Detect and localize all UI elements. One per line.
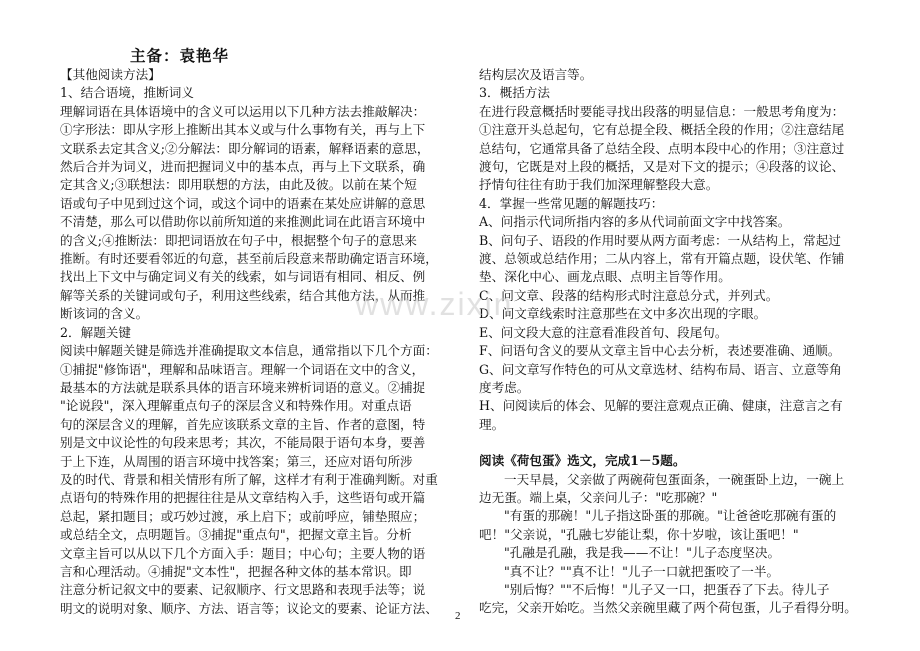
text-line: 注意分析记叙文中的要素、记叙顺序、行文思路和表现手法等；说 bbox=[60, 582, 426, 598]
page-number: 2 bbox=[455, 610, 461, 622]
text-line: 理。 bbox=[479, 416, 505, 432]
text-line: 度考虑。 bbox=[479, 379, 530, 395]
text-line: ①字形法：即从字形上推断出其本义或与什么事物有关，再与上下 bbox=[60, 122, 426, 138]
text-line: 文联系去定其含义;②分解法：即分解词的语素，解释语素的意思， bbox=[60, 140, 430, 156]
text-line: 抒情句往往有助于我们加深理解整段大意。 bbox=[479, 177, 719, 193]
text-line: 解等关系的关键词或句子，利用这些线索，结合其他方法，从而推 bbox=[60, 287, 426, 303]
text-line: "论说段"，深入理解重点句子的深层含义和特殊作用。对重点语 bbox=[60, 398, 412, 414]
text-line: 句的深层含义的理解，首先应该联系文章的主旨、作者的意图，特 bbox=[60, 416, 426, 432]
text-line: 2．解题关键 bbox=[60, 324, 131, 340]
story-line: 吧！"父亲说，"孔融七岁能让梨，你十岁啦，该让蛋吧！" bbox=[479, 526, 799, 542]
text-line: 渡句，它既是对上段的概括，又是对下文的提示；④段落的议论、 bbox=[479, 159, 845, 175]
story-line: "有蛋的那碗！"儿子指这卧蛋的那碗。"让爸爸吃那碗有蛋的 bbox=[504, 508, 837, 524]
reading-title: 阅读《荷包蛋》选文，完成1－5题。 bbox=[479, 453, 686, 469]
story-line: 吃完，父亲开始吃。当然父亲碗里藏了两个荷包蛋，儿子看得分明。 bbox=[479, 600, 857, 616]
text-line: 推断。有时还要看邻近的句意，甚至前后段意来帮助确定语言环境， bbox=[60, 251, 438, 267]
text-line: 阅读中解题关键是筛选并准确提取文本信息，通常指以下几个方面： bbox=[60, 343, 438, 359]
text-line: 总起，紧扣题目；或巧妙过渡，承上启下；或前呼应，铺垫照应； bbox=[60, 508, 426, 524]
story-line: "真不让？""真不让！"儿子一口就把蛋咬了一半。 bbox=[504, 563, 780, 579]
text-line: 垫、深化中心、画龙点眼、点明主旨等作用。 bbox=[479, 269, 731, 285]
story-line: 一天早晨，父亲做了两碗荷包蛋面条，一碗蛋卧上边，一碗上 bbox=[504, 471, 845, 487]
text-line: B、问句子、语段的作用时要从两方面考虑：一从结构上，常起过 bbox=[479, 232, 841, 248]
text-line: 明文的说明对象、顺序、方法、语言等；议论文的要素、论证方法、 bbox=[60, 600, 438, 616]
text-line: F、问语句含义的要从文章主旨中心去分析，表述要准确、通顺。 bbox=[479, 343, 841, 359]
text-line: 不清楚，那么可以借助你以前所知道的来推测此词在此语言环境中 bbox=[60, 214, 426, 230]
text-line: ①捕捉"修饰语"，理解和品味语言。理解一个词语在文中的含义， bbox=[60, 361, 425, 377]
text-line: 文章主旨可以从以下几个方面入手：题目；中心句；主要人物的语 bbox=[60, 545, 426, 561]
text-line: A、问指示代词所指内容的多从代词前面文字中找答案。 bbox=[479, 214, 791, 230]
story-line: "别后悔？""不后悔！"儿子又一口，把蛋吞了下去。待儿子 bbox=[504, 581, 830, 597]
text-line: C、问文章、段落的结构形式时注意总分式，并列式。 bbox=[479, 287, 779, 303]
text-line: 点语句的特殊作用的把握往往是从文章结构入手，这些语句或开篇 bbox=[60, 490, 426, 506]
right-column bbox=[479, 66, 865, 618]
spacer bbox=[479, 434, 865, 452]
text-line: 1、结合语境，推断词义 bbox=[60, 85, 194, 101]
watermark: www.zixin bbox=[355, 286, 514, 322]
text-line: 渡、总领或总结作用；二从内容上，常有开篇点题，设伏笔、作铺 bbox=[479, 251, 845, 267]
text-line: 3．概括方法 bbox=[479, 85, 550, 101]
page-title: 主备：袁艳华 bbox=[130, 47, 230, 65]
story-line: "孔融是孔融，我是我——不让！"儿子态度坚决。 bbox=[504, 545, 781, 561]
text-line: 言和心理活动。④捕捉"文本性"，把握各种文体的基本常识。即 bbox=[60, 563, 412, 579]
left-column bbox=[60, 66, 446, 618]
text-line: G、问文章写作特色的可从文章选材、结构布局、语言、立意等角 bbox=[479, 361, 842, 377]
text-line: 定其含义;③联想法：即用联想的方法，由此及彼。以前在某个短 bbox=[60, 177, 417, 193]
text-line: 最基本的方法就是联系具体的语言环境来辨析词语的意义。②捕捉 bbox=[60, 379, 426, 395]
text-line: 语或句子中见到过这个词，或这个词中的语素在某处应讲解的意思 bbox=[60, 195, 426, 211]
text-line: 断该词的含义。 bbox=[60, 306, 149, 322]
text-line: 在进行段意概括时要能寻找出段落的明显信息：一般思考角度为： bbox=[479, 103, 845, 119]
text-line: D、问文章线索时注意那些在文中多次出现的字眼。 bbox=[479, 306, 767, 322]
story-line: 边无蛋。端上桌，父亲问儿子："吃那碗？" bbox=[479, 489, 718, 505]
text-line: 然后合并为词义，进而把握词义中的基本点，再与上下文联系，确 bbox=[60, 159, 426, 175]
text-line: 【其他阅读方法】 bbox=[60, 67, 161, 82]
text-line: 于上下连，从周围的语言环境中找答案；第三，还应对语句所涉 bbox=[60, 453, 413, 469]
text-line: 别是文中议论性的句段来思考；其次，不能局限于语句本身，要善 bbox=[60, 435, 426, 451]
text-line: 总结句，它通常具备了总结全段、点明本段中心的作用；③注意过 bbox=[479, 140, 845, 156]
text-line: 的含义;④推断法：即把词语放在句子中，根据整个句子的意思来 bbox=[60, 232, 417, 248]
text-line: H、问阅读后的体会、见解的要注意观点正确、健康，注意言之有 bbox=[479, 398, 843, 414]
text-line: E、问文段大意的注意看准段首句、段尾句。 bbox=[479, 324, 728, 340]
text-line: 及的时代、背景和相关情形有所了解，这样才有利于准确判断。对重 bbox=[60, 471, 438, 487]
text-line: ①注意开头总起句，它有总提全段、概括全段的作用；②注意结尾 bbox=[479, 122, 845, 138]
text-line: 结构层次及语言等。 bbox=[479, 67, 593, 82]
text-line: 找出上下文中与确定词义有关的线索，如与词语有相同、相反、例 bbox=[60, 269, 426, 285]
text-line: 理解词语在具体语境中的含义可以运用以下几种方法去推敲解决： bbox=[60, 103, 426, 119]
text-line: 4．掌握一些常见题的解题技巧： bbox=[479, 195, 664, 211]
text-line: 或总结全文，点明题旨。③捕捉"重点句"，把握文章主旨。分析 bbox=[60, 527, 412, 543]
